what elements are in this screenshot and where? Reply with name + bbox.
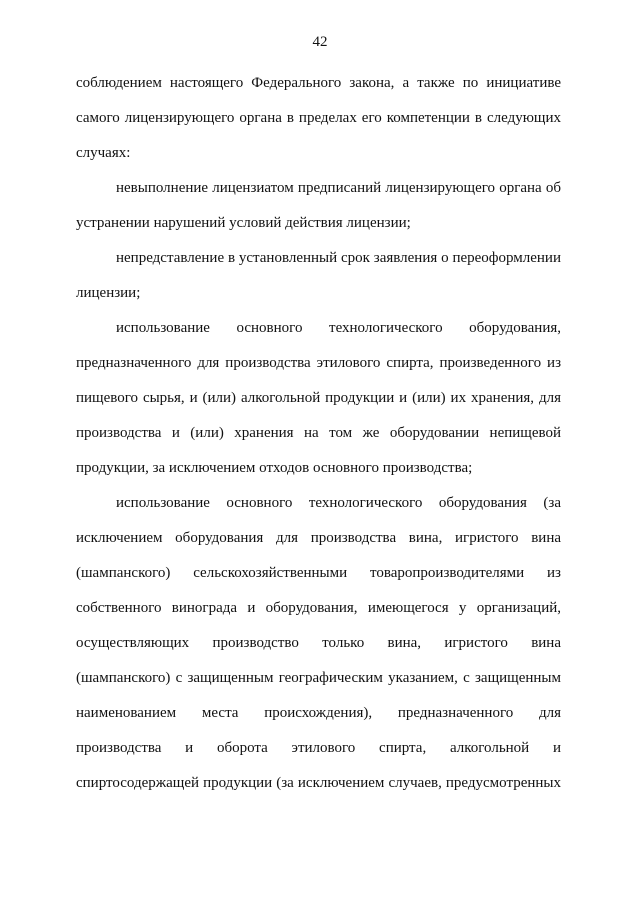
- text-line: пищевого сырья, и (или) алкогольной продукции и (или) их хранения, для: [76, 390, 561, 406]
- text-line: продукции, за исключением отходов основного производства;: [76, 460, 473, 476]
- text-line: соблюдением настоящего Федерального закона, а также по инициативе: [76, 75, 561, 91]
- paragraph-first-line: невыполнение лицензиатом предписаний лицензирующего органа об: [116, 180, 561, 196]
- text-line: производства и оборота этилового спирта, алкогольной и: [76, 740, 561, 756]
- text-line: (шампанского) с защищенным географическим указанием, с защищенным: [76, 670, 561, 686]
- paragraph-first-line: использование основного технологического оборудования (за: [116, 495, 561, 511]
- text-line: самого лицензирующего органа в пределах его компетенции в следующих: [76, 110, 561, 126]
- text-line: лицензии;: [76, 285, 141, 301]
- document-body: [76, 74, 561, 809]
- text-line: (шампанского) сельскохозяйственными товаропроизводителями из: [76, 565, 561, 581]
- text-line: исключением оборудования для производства вина, игристого вина: [76, 530, 561, 546]
- text-line: устранении нарушений условий действия лицензии;: [76, 215, 411, 231]
- text-line: случаях:: [76, 145, 131, 161]
- paragraph-first-line: непредставление в установленный срок заявления о переоформлении: [116, 250, 561, 266]
- text-line: наименованием места происхождения), предназначенного для: [76, 705, 561, 721]
- text-line: производства и (или) хранения на том же оборудовании непищевой: [76, 425, 561, 441]
- text-line: спиртосодержащей продукции (за исключением случаев, предусмотренных: [76, 775, 561, 791]
- text-line: предназначенного для производства этилового спирта, произведенного из: [76, 355, 561, 371]
- page-number: 42: [312, 34, 328, 50]
- paragraph-first-line: использование основного технологического оборудования,: [116, 320, 561, 336]
- text-line: осуществляющих производство только вина, игристого вина: [76, 635, 561, 651]
- text-line: собственного винограда и оборудования, имеющегося у организаций,: [76, 600, 561, 616]
